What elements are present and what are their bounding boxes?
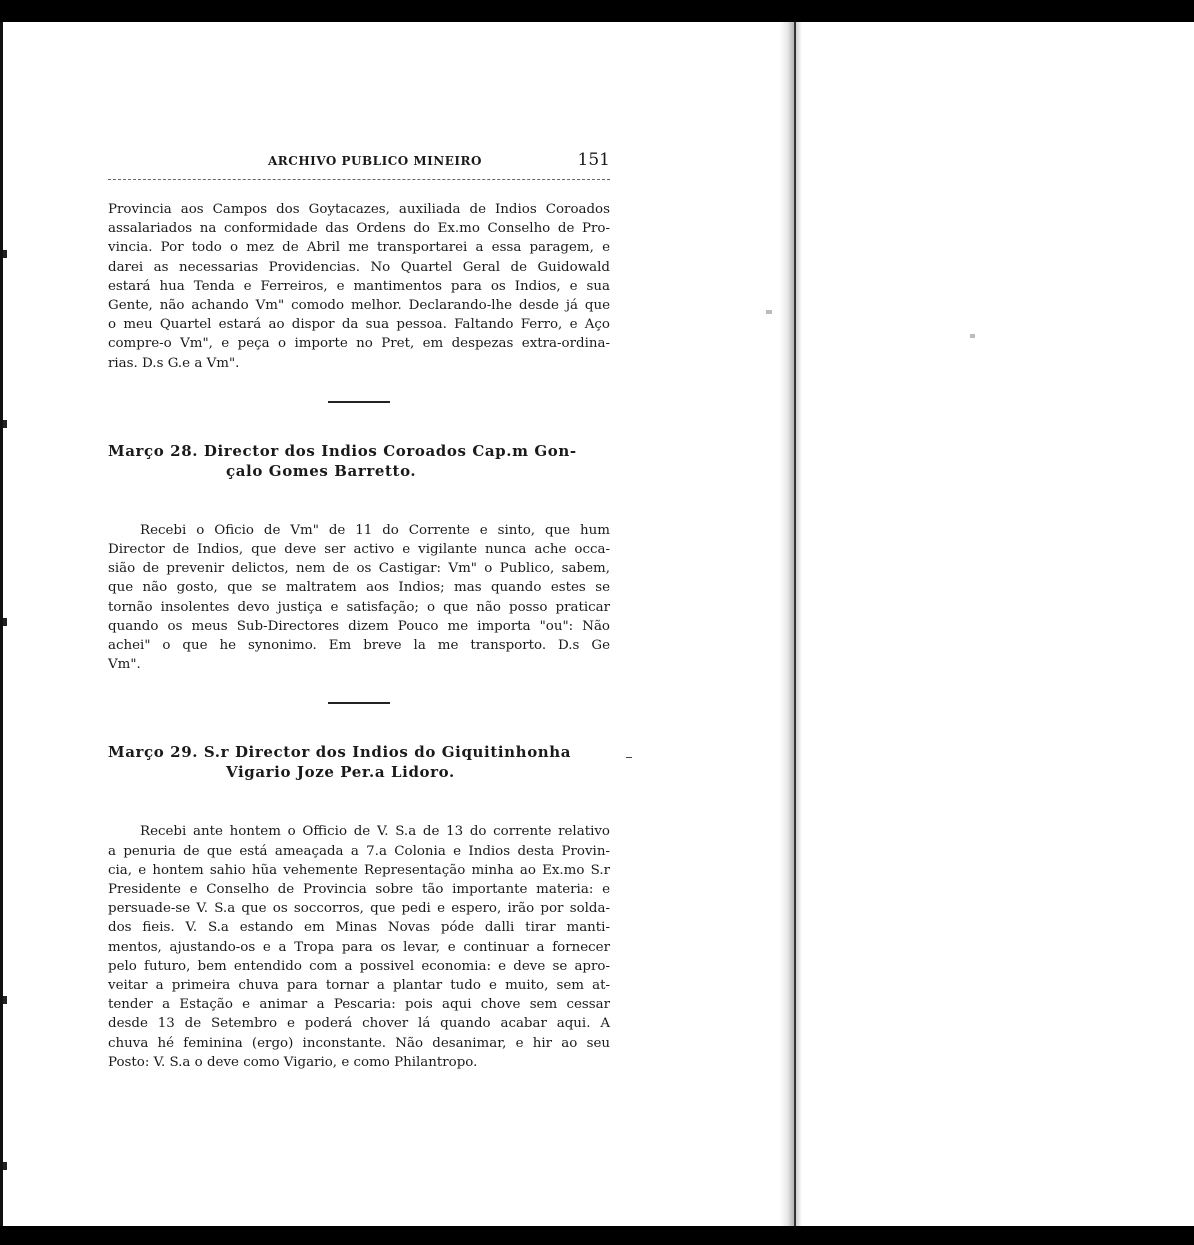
heading-line: çalo Gomes Barretto. — [226, 461, 417, 480]
entry-heading — [108, 441, 610, 481]
text-line: persuade-se V. S.a que os soccorros, que pedi e espero, irão por solda- — [108, 901, 610, 917]
text-line: compre-o Vm", e peça o importe no Pret, em despezas extra-ordina- — [108, 336, 610, 352]
text-line: Presidente e Conselho de Provincia sobre tão importante materia: e — [108, 882, 610, 898]
gutter-fold-line — [794, 22, 796, 1226]
continuation-paragraph — [108, 200, 610, 373]
text-line: Posto: V. S.a o deve como Vigario, e como Philantropo. — [108, 1054, 478, 1070]
scan-top-border — [0, 0, 1194, 22]
running-title: ARCHIVO PUBLICO MINEIRO — [268, 154, 482, 168]
text-line: Gente, não achando Vm" comodo melhor. Declarando-lhe desde já que — [108, 298, 610, 314]
text-line: que não gosto, que se maltratem aos Indios; mas quando estes se — [108, 580, 610, 596]
text-line: estará hua Tenda e Ferreiros, e mantimentos para os Indios, e sua — [108, 278, 610, 294]
page-number: 151 — [577, 150, 610, 170]
margin-dash — [626, 757, 632, 758]
running-head — [108, 140, 610, 180]
margin-speck — [3, 420, 7, 428]
text-line: sião de prevenir delictos, nem de os Castigar: Vm" o Publico, sabem, — [108, 561, 610, 577]
text-line: vincia. Por todo o mez de Abril me transportarei a essa paragem, e — [108, 240, 610, 256]
margin-speck — [3, 618, 7, 626]
text-line: Vm". — [108, 657, 141, 673]
heading-line: Vigario Joze Per.a Lidoro. — [226, 763, 455, 782]
book-page — [108, 140, 610, 1072]
text-line: Recebi o Oficio de Vm" de 11 do Corrente e sinto, que hum — [140, 522, 610, 538]
scan-bottom-border — [0, 1226, 1194, 1245]
text-line: chuva hé feminina (ergo) inconstante. Não desanimar, e hir ao seu — [108, 1035, 610, 1051]
margin-speck — [3, 1162, 7, 1170]
margin-speck — [3, 996, 7, 1004]
text-line: rias. D.s G.e a Vm". — [108, 355, 240, 371]
entry-body — [108, 521, 610, 675]
book-gutter — [780, 22, 802, 1226]
header-rule — [108, 179, 610, 180]
margin-speck — [3, 250, 7, 258]
text-line: Director de Indios, que deve ser activo e vigilante nunca ache occa- — [108, 542, 610, 558]
text-line: mentos, ajustando-os e a Tropa para os levar, e continuar a fornecer — [108, 939, 610, 955]
text-line: cia, e hontem sahio hũa vehemente Representação minha ao Ex.mo S.r — [108, 862, 610, 878]
text-line: darei as necessarias Providencias. No Quartel Geral de Guidowald — [108, 259, 610, 275]
text-line: desde 13 de Setembro e poderá chover lá quando acabar aqui. A — [108, 1016, 610, 1032]
text-line: tornão insolentes devo justiça e satisfação; o que não posso praticar — [108, 599, 610, 615]
heading-line: Março 28. Director dos Indios Coroados Cap.m Gon- — [108, 441, 577, 460]
text-line: Provincia aos Campos dos Goytacazes, auxiliada de Indios Coroados — [108, 202, 610, 217]
heading-line: Março 29. S.r Director dos Indios do Giquitinhonha — [108, 743, 572, 762]
text-line: a penuria de que está ameaçada a 7.a Colonia e Indios desta Provin- — [108, 843, 610, 859]
page-speck — [766, 310, 772, 314]
text-line: tender a Estação e animar a Pescaria: pois aqui chove sem cessar — [108, 997, 610, 1013]
page-speck — [970, 334, 975, 338]
text-line: quando os meus Sub-Directores dizem Pouco me importa "ou": Não — [108, 618, 610, 634]
section-separator — [328, 401, 390, 403]
text-line: veitar a primeira chuva para tornar a plantar tudo e muito, sem at- — [108, 978, 610, 994]
text-line: Recebi ante hontem o Officio de V. S.a de 13 do corrente relativo — [140, 824, 610, 840]
text-line: pelo futuro, bem entendido com a possivel economia: e deve se apro- — [108, 958, 610, 974]
text-line: achei" o que he synonimo. Em breve la me transporto. D.s Ge — [108, 638, 610, 654]
text-line: o meu Quartel estará ao dispor da sua pessoa. Faltando Ferro, e Aço — [108, 317, 610, 333]
text-line: dos fieis. V. S.a estando em Minas Novas póde dalli tirar manti- — [108, 920, 610, 936]
entry-body — [108, 822, 610, 1072]
entry-heading — [108, 742, 610, 782]
text-line: assalariados na conformidade das Ordens do Ex.mo Conselho de Pro- — [108, 221, 610, 237]
section-separator — [328, 702, 390, 704]
